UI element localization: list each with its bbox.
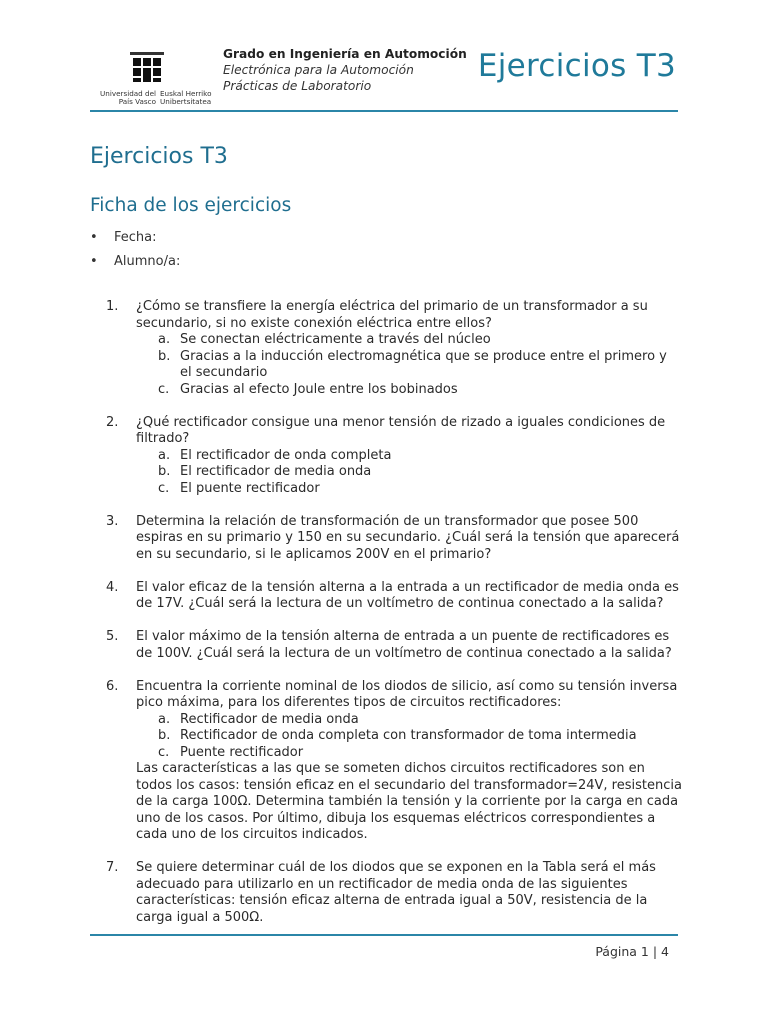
exercise-text: Encuentra la corriente nominal de los diodos de silicio, así como su tensión inversa pico máxima, para los diferentes tipos de circuitos rectificadores:: [136, 678, 678, 710]
exercise-number: 7.: [106, 860, 119, 875]
exercise-item: [106, 860, 682, 926]
footer-divider: [90, 934, 678, 936]
option-letter: a.: [158, 447, 171, 463]
exercise-item: [106, 415, 682, 498]
university-emblem-icon: [130, 52, 164, 84]
option-item: [136, 349, 682, 382]
option-item: [136, 745, 682, 762]
page-title: Ejercicios T3: [90, 144, 228, 169]
exercise-number: 5.: [106, 629, 119, 644]
header-divider: [90, 110, 678, 112]
exercise-item: [106, 580, 682, 613]
option-letter: b.: [158, 348, 171, 364]
option-item: [136, 728, 682, 745]
option-letter: b.: [158, 464, 171, 479]
header-title: Ejercicios T3: [477, 48, 676, 84]
university-logo: [92, 50, 212, 112]
section-title: Ficha de los ejercicios: [90, 195, 292, 216]
option-item: [136, 464, 682, 481]
exercise-item: [106, 299, 682, 398]
option-letter: c.: [158, 381, 170, 397]
option-letter: b.: [158, 728, 171, 743]
exercise-number: 3.: [106, 513, 119, 529]
degree-name: Grado en Ingeniería en Automoción: [223, 47, 467, 61]
option-text: El puente rectificador: [180, 480, 320, 496]
exercise-item: [106, 514, 682, 564]
exercise-text: El valor máximo de la tensión alterna de entrada a un puente de rectificadores es de 100V. ¿Cuál será la lectura de un voltímetro de continua conectado a la salida?: [136, 629, 672, 661]
option-text: Gracias a la inducción electromagnética que se produce entre el primero y el secundario: [180, 348, 667, 380]
option-letter: a.: [158, 711, 171, 727]
field-student: • Alumno/a:: [90, 250, 180, 274]
option-text: Puente rectificador: [180, 744, 304, 760]
option-text: El rectificador de media onda: [180, 464, 372, 479]
option-text: El rectificador de onda completa: [180, 447, 392, 463]
option-text: Rectificador de onda completa con transformador de toma intermedia: [180, 728, 637, 743]
page-header: [0, 40, 768, 110]
exercise-number: 4.: [106, 579, 119, 595]
course-name: Electrónica para la Automoción: [223, 63, 414, 77]
exercise-number: 1.: [106, 299, 119, 314]
option-letter: c.: [158, 480, 170, 496]
option-text: Se conectan eléctricamente a través del núcleo: [180, 332, 491, 347]
option-item: [136, 332, 682, 349]
exercise-text: Se quiere determinar cuál de los diodos que se exponen en la Tabla será el más adecuado para utilizarlo en un rectificador de media onda de las siguientes características: tensión eficaz alterna de entrada igual a 50V, resistencia de la carga igual a 500Ω.: [136, 860, 656, 925]
university-name-es: Universidad del País Vasco: [100, 89, 156, 106]
option-item: [136, 382, 682, 399]
university-name-eu: Euskal Herriko Unibertsitatea: [160, 89, 212, 106]
student-fields: [90, 226, 180, 274]
exercise-text: El valor eficaz de la tensión alterna a la entrada a un rectificador de media onda es de 17V. ¿Cuál será la lectura de un voltímetro de continua conectado a la salida?: [136, 579, 679, 611]
option-item: [136, 712, 682, 729]
exercise-item: [106, 679, 682, 844]
header-course-info: [223, 46, 467, 94]
exercise-list: [106, 299, 682, 943]
exercise-number: 2.: [106, 414, 119, 430]
exercise-text: ¿Qué rectificador consigue una menor tensión de rizado a iguales condiciones de filtrado?: [136, 414, 666, 446]
option-letter: a.: [158, 332, 171, 347]
exercise-item: [106, 629, 682, 662]
page-number: Página 1 | 4: [595, 944, 669, 959]
field-date: • Fecha:: [90, 226, 180, 250]
option-item: [136, 448, 682, 465]
exercise-note: Las características a las que se someten dichos circuitos rectificadores son en todos los casos: tensión eficaz en el secundario del transformador=24V, resistencia de la carga 100Ω. Determina también la tensión y la corriente por la carga en cada uno de los casos. Por último, dibuja los esquemas eléctricos correspondientes a cada uno de los circuitos indicados.: [136, 761, 682, 842]
exercise-number: 6.: [106, 678, 119, 694]
option-letter: c.: [158, 744, 170, 760]
exercise-text: ¿Cómo se transfiere la energía eléctrica del primario de un transformador a su secundario, si no existe conexión eléctrica entre ellos?: [136, 299, 648, 331]
exercise-text: Determina la relación de transformación de un transformador que posee 500 espiras en su primario y 150 en su secundario. ¿Cuál será la tensión que aparecerá en su secundario, si le aplicamos 200V en el primario?: [136, 513, 680, 562]
course-type: Prácticas de Laboratorio: [223, 79, 372, 93]
option-text: Rectificador de media onda: [180, 711, 359, 727]
option-item: [136, 481, 682, 498]
option-text: Gracias al efecto Joule entre los bobinados: [180, 381, 458, 397]
